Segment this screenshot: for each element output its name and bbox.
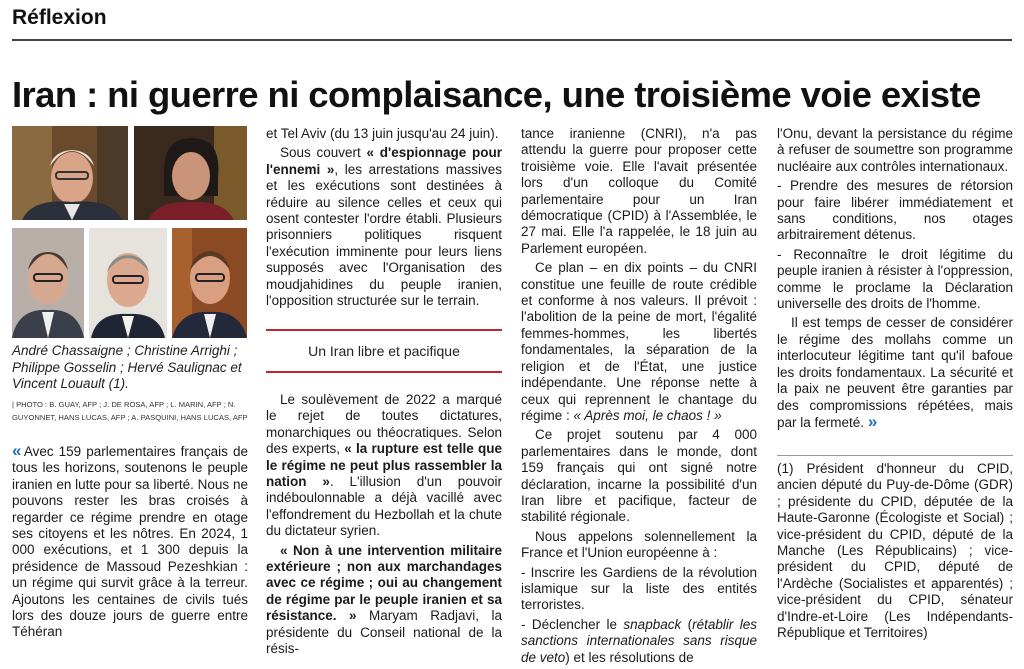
column-2 — [266, 126, 502, 312]
section-divider — [12, 39, 1012, 41]
column-2-paragraph: « Non à une intervention militaire extérieure ; non aux marchandages avec ce régime ; oui au changement de régime par le peuple iranien et sa résistance. » Maryam Radjavi, la présidente du Conseil national de la résis- — [266, 542, 502, 657]
column-3-paragraph: Nous appelons solennellement la France et l'Union européenne à : — [521, 528, 757, 561]
photo-caption: André Chassaigne ; Christine Arrighi ; Philippe Gosselin ; Hervé Saulignac et Vincent Louault (1). — [12, 343, 242, 391]
subhead-bottom-rule — [266, 371, 502, 373]
photo-saulignac — [89, 228, 167, 338]
column-4-paragraph: Il est temps de cesser de considérer le régime des mollahs comme un interlocuteur légitime tant qu'il bafoue les droits fondamentaux. La sécurité et la paix ne peuvent être garanties par des compromissions répétées, mais par la fermeté. » — [777, 315, 1013, 431]
column-4-paragraph: l'Onu, devant la persistance du régime à refuser de soumettre son programme nucléaire aux contrôles internationaux. — [777, 126, 1013, 174]
photo-chassaigne — [12, 126, 128, 220]
column-3 — [521, 126, 757, 669]
column-2-lower — [266, 392, 502, 661]
column-3-paragraph: Ce plan – en dix points – du CNRI constitue une feuille de route crédible et conforme à nos valeurs. Il prévoit : l'abolition de la peine de mort, l'égalité femmes-hommes, les libertés fondamentales, la séparation de la religion et de l'État, une justice indépendante. Une réponse nette à ceux qui reprennent le chantage du régime : « Après moi, le chaos ! » — [521, 260, 757, 423]
subhead: Un Iran libre et pacifique — [308, 343, 460, 359]
column-4 — [777, 126, 1013, 434]
open-quote-icon: « — [12, 441, 20, 460]
column-3-paragraph: Ce projet soutenu par 4 000 parlementaires dans le monde, dont 159 français qui ont signé notre déclaration, incarne la possibilité d'un Iran libre et pacifique, facteur de stabilité régionale. — [521, 427, 757, 525]
column-3-list-item: - Inscrire les Gardiens de la révolution islamique sur la liste des entités terroristes. — [521, 564, 757, 613]
column-3-paragraph: tance iranienne (CNRI), n'a pas attendu la guerre pour proposer cette troisième voie. Elle l'avait présentée lors d'un colloque du Comité parlementaire pour un Iran démocratique (CPID) à l'Assemblée, le 27 mai. Elle l'a rappelée, le 18 juin au Parlement européen. — [521, 126, 757, 256]
photo-credits: | PHOTO : B. GUAY, AFP ; J. DE ROSA, AFP ; L. MARIN, AFP ; N. GUYONNET, HANS LUCAS, AFP ; A. PASQUINI, HANS LUCAS, AFP — [12, 400, 248, 422]
column-1-paragraph: « Avec 159 parlementaires français de tous les horizons, soutenons le peuple iranien en lutte pour sa liberté. Nous ne pouvons rester les bras croisés à regarder ce régime prendre en otage ses citoyens et les nôtres. En 2024, 1 000 exécutions, et 1 300 depuis la présidence de Massoud Pezeshkian : un régime qui survit grâce à la terreur. Ajoutons les centaines de civils tués lors des douze jours de guerre entre Téhéran — [12, 441, 248, 640]
column-1 — [12, 443, 248, 644]
photo-arrighi — [134, 126, 247, 220]
close-quote-icon: » — [867, 411, 876, 431]
photo-gosselin — [12, 228, 84, 338]
headline: Iran : ni guerre ni complaisance, une troisième voie existe — [12, 74, 981, 115]
footnote-divider — [777, 455, 1013, 456]
photo-louault — [172, 228, 247, 338]
column-2-lead: et Tel Aviv (du 13 juin jusqu'au 24 juin). — [266, 126, 499, 141]
column-2-paragraph: Le soulèvement de 2022 a marqué le rejet de toutes dictatures, monarchiques ou théocratiques. Selon des experts, « la rupture est telle que le régime ne peut plus rassembler la nation ». L'illusion d'un pouvoir indéboulonnable a déjà vacillé avec l'effondrement du Hezbollah et la chute du dictateur syrien. — [266, 392, 502, 539]
subhead-top-rule — [266, 329, 502, 331]
column-4-list-item: - Reconnaître le droit légitime du peuple iranien à résister à l'oppression, comme le proclame la Déclaration universelle des droits de l'homme. — [777, 246, 1013, 312]
column-4-list-item: - Prendre des mesures de rétorsion pour faire libérer immédiatement et sans conditions, nos otages arbitrairement détenus. — [777, 178, 1013, 243]
section-title: Réflexion — [12, 6, 107, 29]
column-3-list-item: - Déclencher le snapback (rétablir les sanctions internationales sans risque de veto) et les résolutions de — [521, 616, 757, 665]
footnote: (1) Président d'honneur du CPID, ancien député du Puy-de-Dôme (GDR) ; présidente du CPID, députée de la Haute-Garonne (Écologiste et Social) ; vice-président du CPID, député de la Manche (Les Républicains) ; vice-président du CPID, député de l'Ardèche (Socialistes et apparentés) ; vice-président du CPID, sénateur d'Indre-et-Loire (Les Indépendants-République et Territoires) — [777, 461, 1013, 641]
column-2-paragraph: Sous couvert « d'espionnage pour l'ennemi », les arrestations massives et les exécutions sont destinées à réduire au silence celles et ceux qui osent contester l'ordre établi. Plusieurs prisonniers politiques risquent l'exécution imminente pour leurs liens supposés avec l'Organisation des moudjahidines du peuple iranien, l'opposition structurée sur le terrain. — [266, 145, 503, 309]
